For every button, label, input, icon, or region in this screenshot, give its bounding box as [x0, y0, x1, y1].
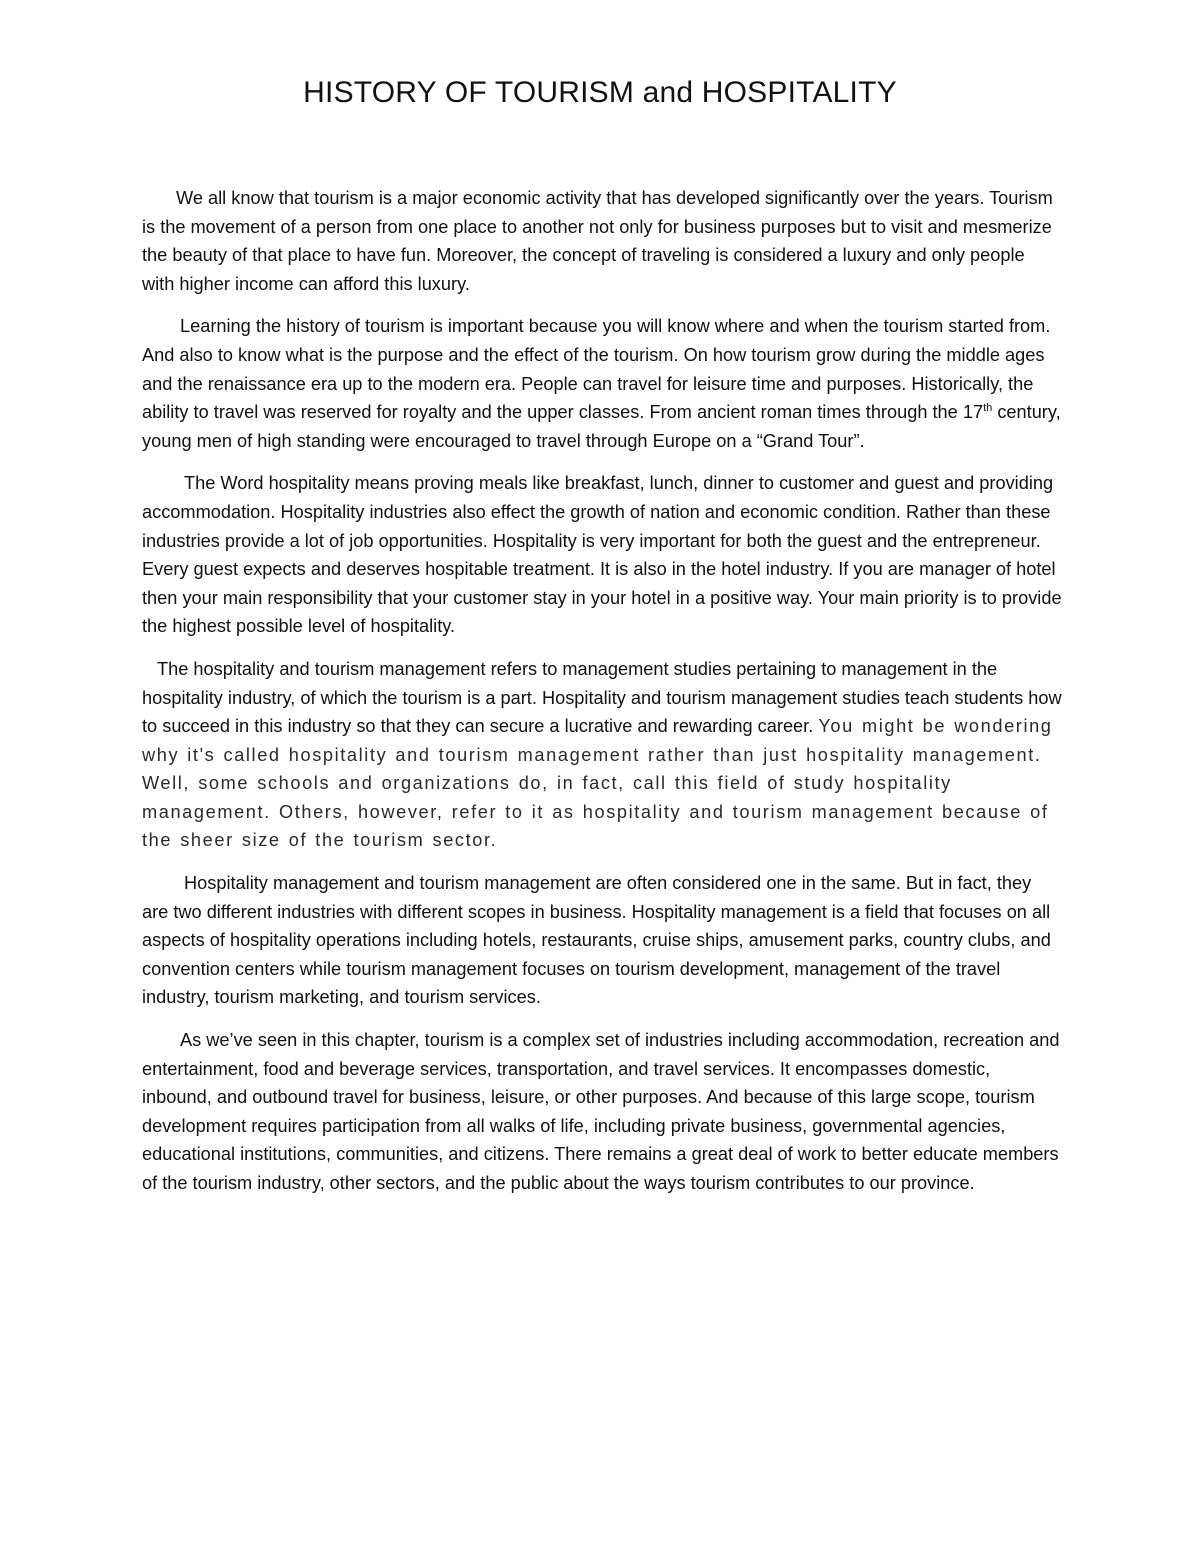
paragraph-management: [142, 655, 1062, 855]
paragraph-intro-text: We all know that tourism is a major economic activity that has developed significantly over the years. Tourism is the movement of a person from one place to another not only for business purposes but to visit and mesmerize the beauty of that place to have fun. Moreover, the concept of traveling is considered a luxury and only people with higher income can afford this luxury.: [142, 188, 1053, 294]
paragraph-management-quoted-text: You might be wondering why it's called hospitality and tourism management rather than just hospitality management. Well, some schools and organizations do, in fact, call this field of study hospitality management. Others, however, refer to it as hospitality and tourism management because of the sheer size of the tourism sector.: [142, 716, 1053, 851]
paragraph-history: [142, 312, 1062, 455]
paragraph-history-text-before: Learning the history of tourism is important because you will know where and when the tourism started from. And also to know what is the purpose and the effect of the tourism. On how tourism grow during the middle ages and the renaissance era up to the modern era. People can travel for leisure time and purposes. Historically, the ability to travel was reserved for royalty and the upper classes. From ancient roman times through the 17: [142, 316, 1051, 423]
paragraph-management-text: The hospitality and tourism management refers to management studies pertaining to management in the hospitality industry, of which the tourism is a part. Hospitality and tourism management studies teach students how to succeed in this industry so that they can secure a lucrative and rewarding career.: [142, 658, 1062, 737]
paragraph-history-text-after: century, young men of high standing were encouraged to travel through Europe on a “Grand Tour”.: [142, 402, 1061, 451]
document-body: [142, 184, 1062, 1212]
paragraph-hospitality-definition: [142, 469, 1062, 641]
paragraph-hospitality-definition-text: The Word hospitality means proving meals like breakfast, lunch, dinner to customer and guest and providing accommodation. Hospitality industries also effect the growth of nation and economic condition. Rather than these industries provide a lot of job opportunities. Hospitality is very important for both the guest and the entrepreneur. Every guest expects and deserves hospitable treatment. It is also in the hotel industry. If you are manager of hotel then your main responsibility that your customer stay in your hotel in a positive way. Your main priority is to provide the highest possible level of hospitality.: [142, 473, 1062, 637]
paragraph-conclusion: [142, 1026, 1062, 1198]
paragraph-conclusion-text: As we’ve seen in this chapter, tourism is a complex set of industries including accommodation, recreation and entertainment, food and beverage services, transportation, and travel services. It encompasses domestic, inbound, and outbound travel for business, leisure, or other purposes. And because of this large scope, tourism development requires participation from all walks of life, including private business, governmental agencies, educational institutions, communities, and citizens. There remains a great deal of work to better educate members of the tourism industry, other sectors, and the public about the ways tourism contributes to our province.: [142, 1030, 1060, 1193]
paragraph-comparison: [142, 869, 1062, 1012]
paragraph-intro: [142, 184, 1062, 298]
document-title: HISTORY OF TOURISM and HOSPITALITY: [303, 76, 897, 109]
ordinal-superscript: th: [983, 402, 993, 415]
paragraph-comparison-text: Hospitality management and tourism management are often considered one in the same. But in fact, they are two different industries with different scopes in business. Hospitality management is a field that focuses on all aspects of hospitality operations including hotels, restaurants, cruise ships, amusement parks, country clubs, and convention centers while tourism management focuses on tourism development, management of the travel industry, tourism marketing, and tourism services.: [142, 873, 1051, 1008]
